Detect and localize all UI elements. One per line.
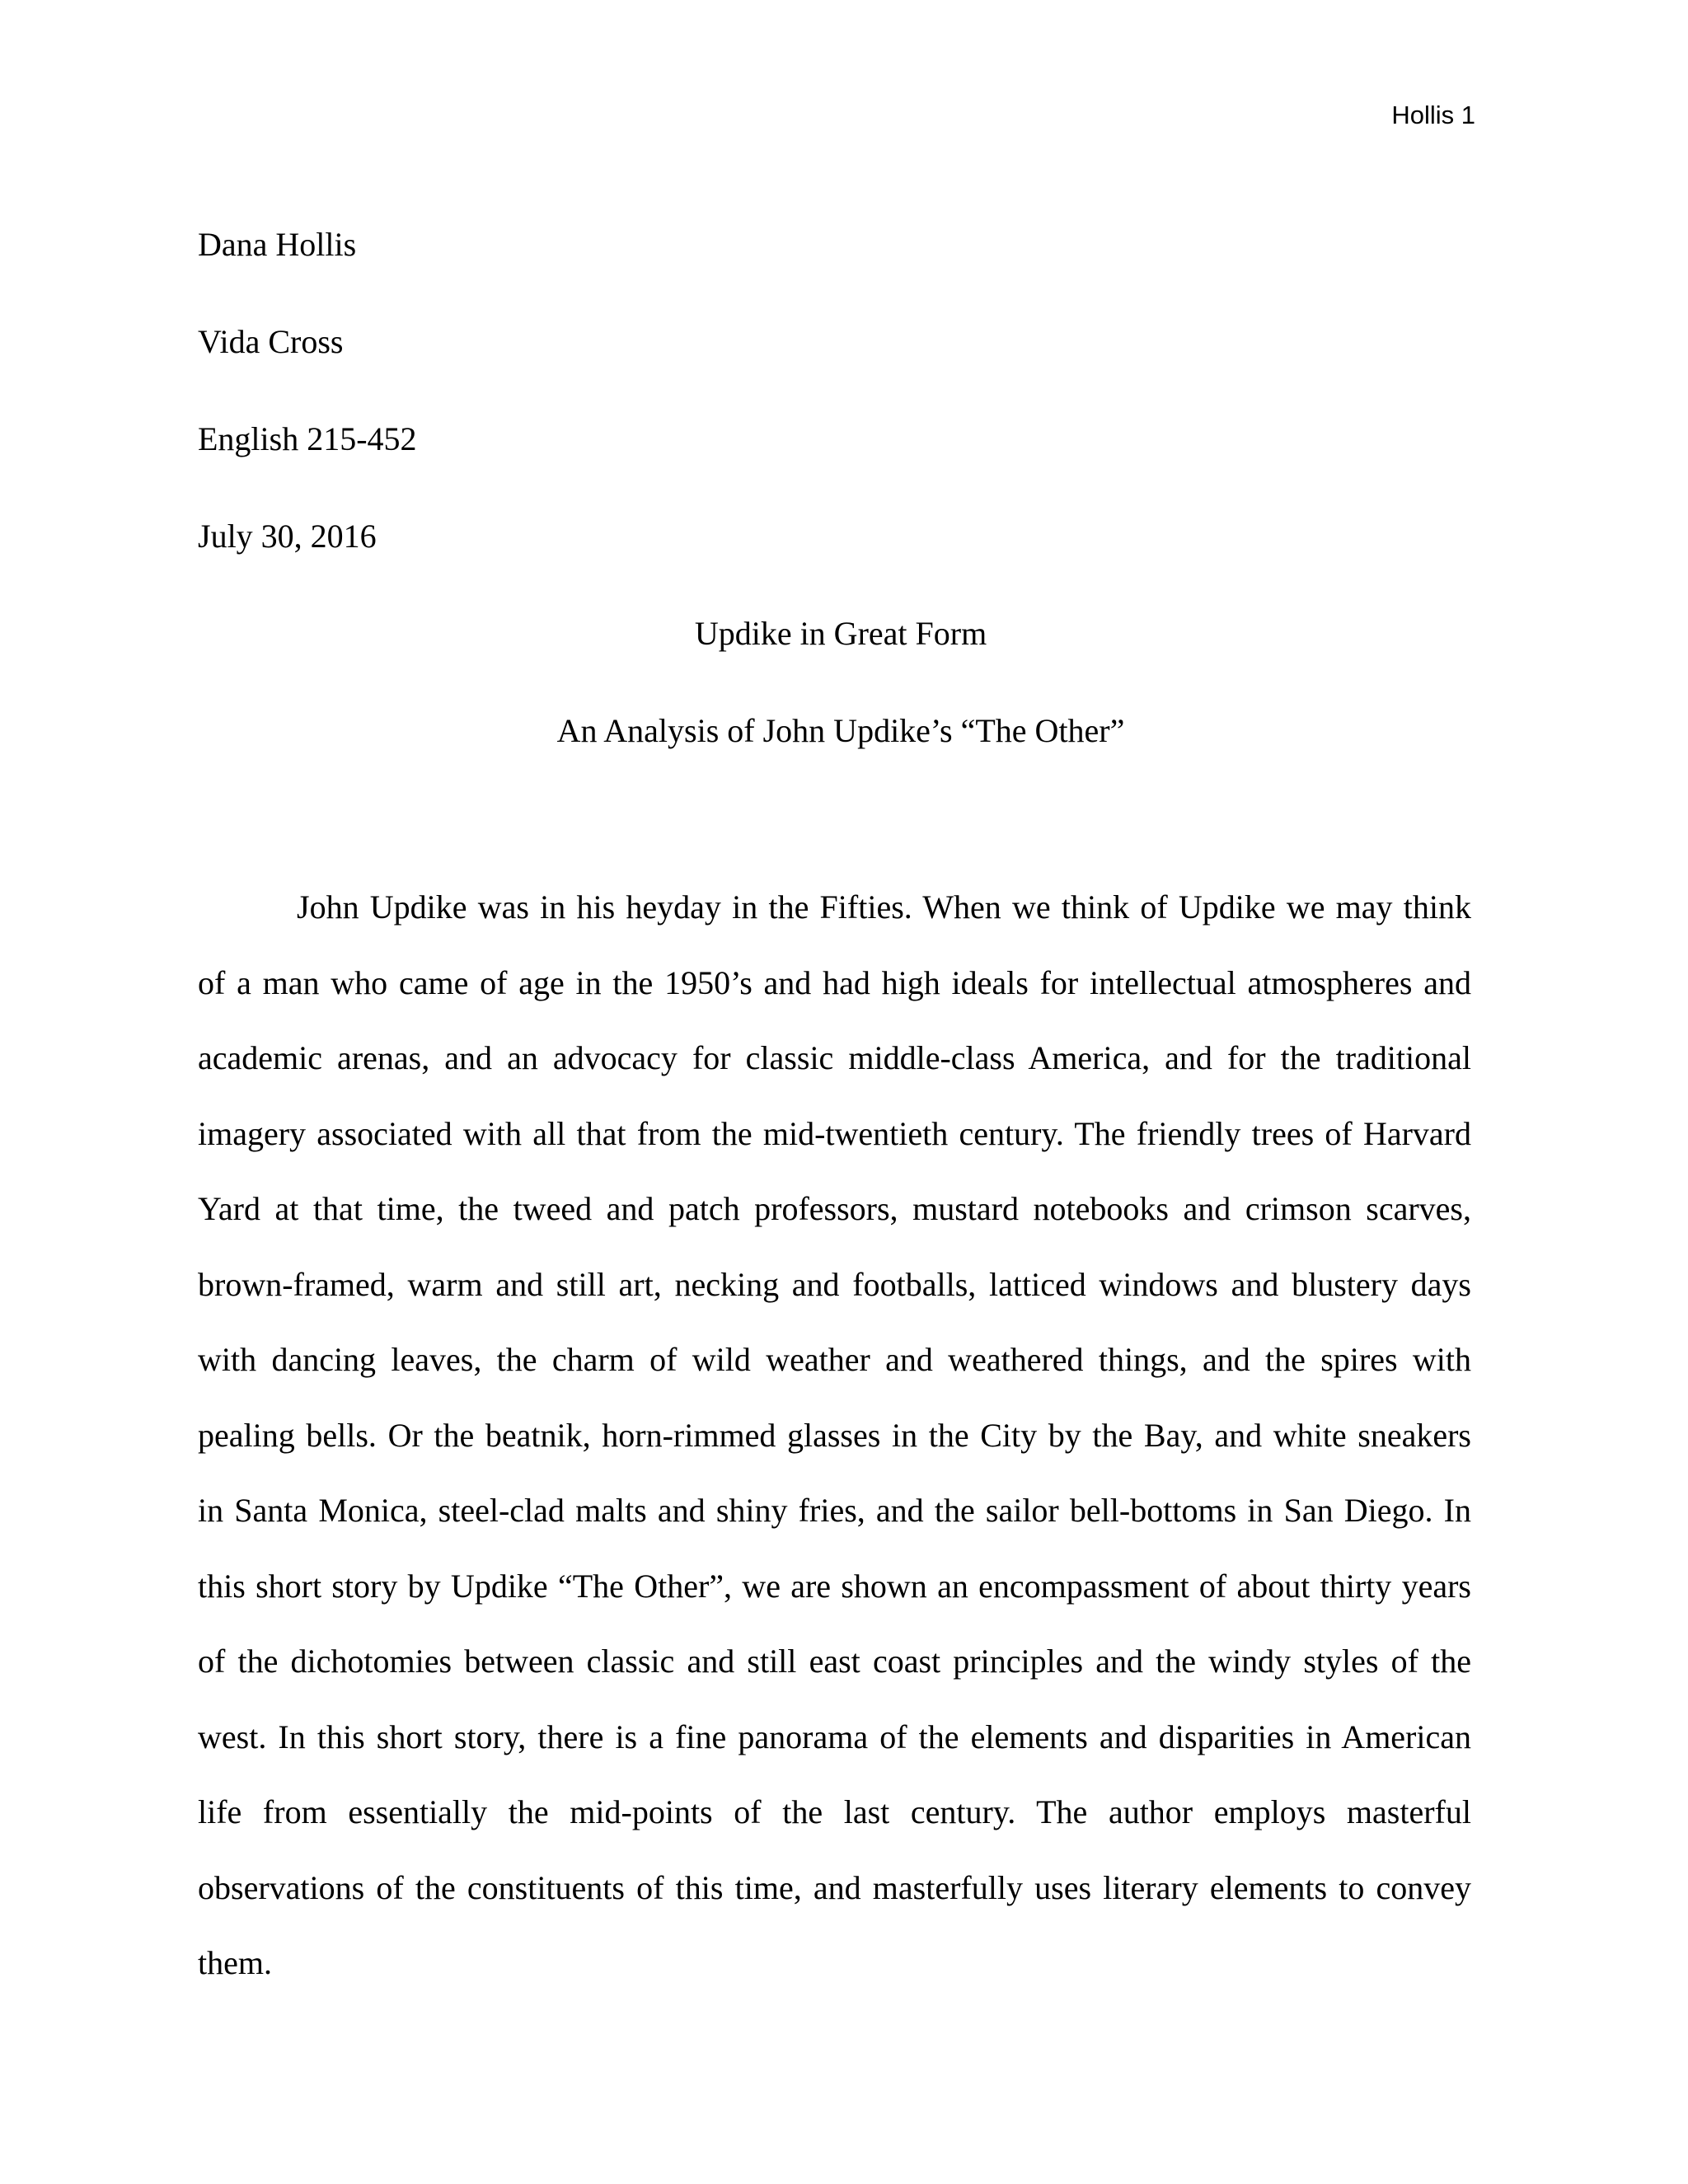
mla-heading — [198, 196, 1484, 585]
student-name: Dana Hollis — [198, 226, 357, 263]
essay-title: Updike in Great Form — [694, 615, 987, 652]
running-head-page-number: Hollis 1 — [1391, 101, 1475, 129]
body-paragraph: John Updike was in his heyday in the Fifties. When we think of Updike we may think of a man who came of age in the 1950’s and had high ideals for intellectual atmospheres and academic arenas, and an advocacy for classic middle-class America, and for the traditional imagery associated with all that from the mid-twentieth century. The friendly trees of Harvard Yard at that time, the tweed and patch professors, mustard notebooks and crimson scarves, brown-framed, warm and still art, necking and footballs, latticed windows and blustery days with dancing leaves, the charm of wild weather and weathered things, and the spires with pealing bells. Or the beatnik, horn-rimmed glasses in the City by the Bay, and white sneakers in Santa Monica, steel-clad malts and shiny fries, and the sailor bell-bottoms in San Diego. In this short story by Updike “The Other”, we are shown an encompassment of about thirty years of the dichotomies between classic and still east coast principles and the windy styles of the west. In this short story, there is a fine panorama of the elements and disparities in American life from essentially the mid-points of the last century. The author employs masterful observations of the constituents of this time, and masterfully uses literary elements to convey them. — [198, 888, 1471, 1981]
essay-subtitle: An Analysis of John Updike’s “The Other” — [556, 712, 1125, 749]
course-name: English 215-452 — [198, 420, 417, 457]
title-block — [198, 585, 1484, 780]
document-date: July 30, 2016 — [198, 518, 377, 555]
instructor-name: Vida Cross — [198, 323, 344, 360]
